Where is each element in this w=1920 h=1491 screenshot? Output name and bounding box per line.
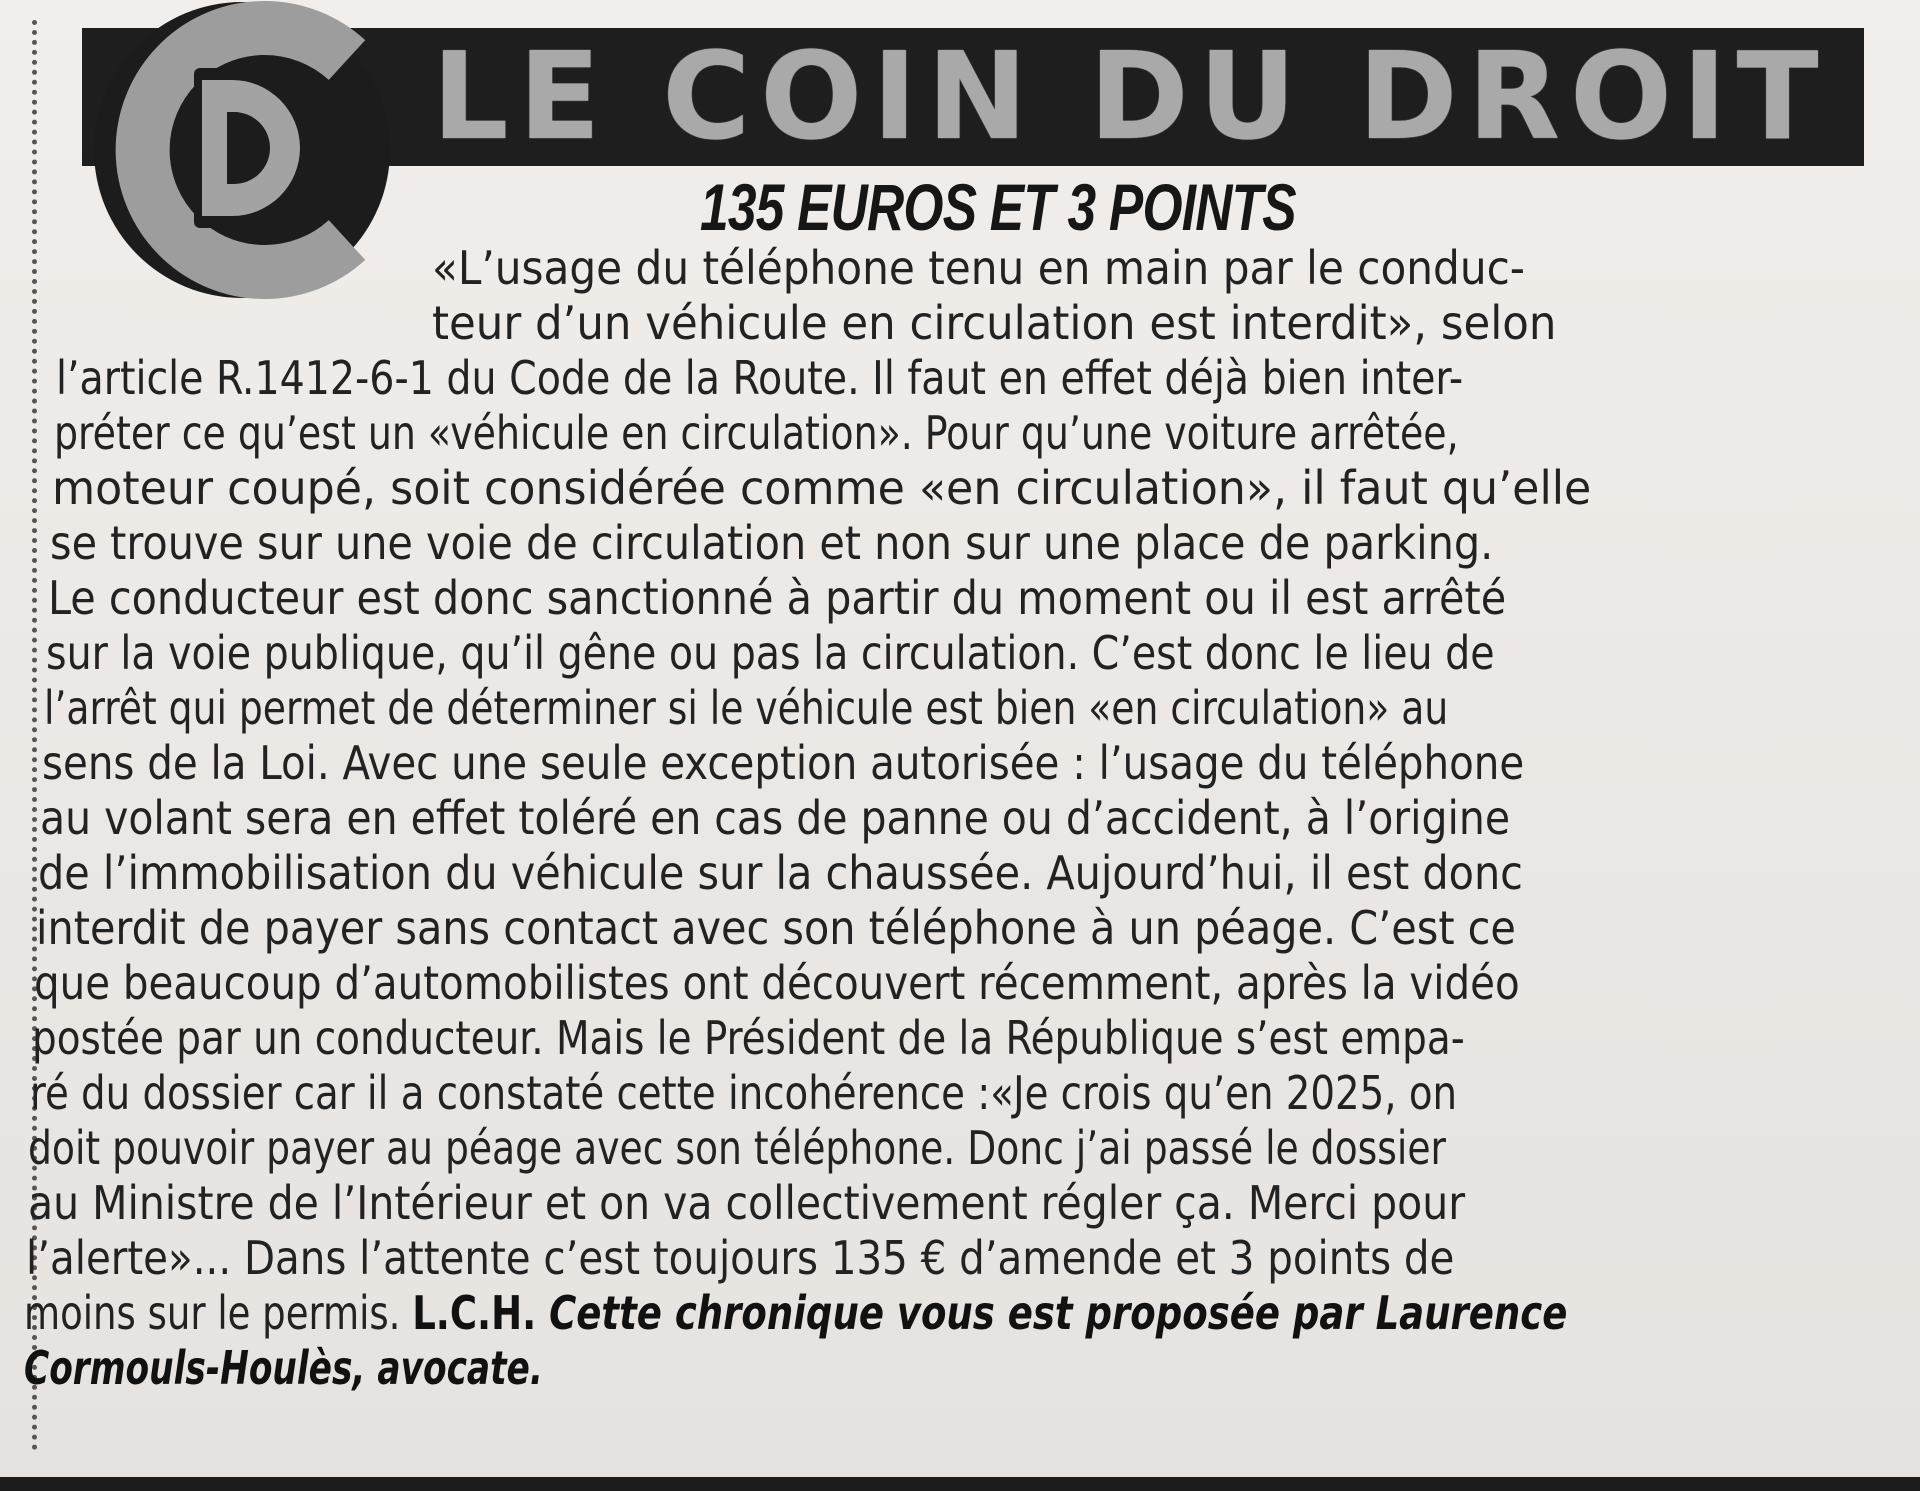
article-line: de l’immobilisation du véhicule sur la chaussée. Aujourd’hui, il est donc — [38, 846, 1523, 900]
article-line: l’article R.1412-6-1 du Code de la Route. Il faut en effet déjà bien inter- — [56, 351, 1464, 405]
article-line: au volant sera en effet toléré en cas de panne ou d’accident, à l’origine — [40, 791, 1511, 845]
article-line: postée par un conducteur. Mais le Président de la République s’est empa- — [32, 1011, 1465, 1065]
article-line: que beaucoup d’automobilistes ont découvert récemment, après la vidéo — [34, 956, 1520, 1010]
author-credit: Cette chronique vous est proposée par Laurence — [536, 1286, 1568, 1340]
article-line: doit pouvoir payer au péage avec son téléphone. Donc j’ai passé le dossier — [28, 1121, 1446, 1175]
author-initials: L.C.H. — [412, 1286, 537, 1340]
article-line: moteur coupé, soit considérée comme «en circulation», il faut qu’elle — [52, 461, 1592, 515]
author-credit-line: Cormouls-Houlès, avocate. — [24, 1341, 543, 1395]
article-line: interdit de payer sans contact avec son téléphone à un péage. C’est ce — [36, 901, 1516, 955]
article-line: Le conducteur est donc sanctionné à partir du moment ou il est arrêté — [48, 571, 1507, 625]
article-line: préter ce qu’est un «véhicule en circulation». Pour qu’une voiture arrêtée, — [54, 406, 1459, 460]
article-line — [24, 1285, 1567, 1341]
article-line: se trouve sur une voie de circulation et non sur une place de parking. — [50, 516, 1494, 570]
article-line: l’arrêt qui permet de déterminer si le véhicule est bien «en circulation» au — [44, 681, 1449, 735]
article-line: l’alerte»... Dans l’attente c’est toujours 135 € d’amende et 3 points de — [26, 1231, 1455, 1285]
article-line: ré du dossier car il a constaté cette incohérence :«Je crois qu’en 2025, on — [30, 1066, 1458, 1120]
article-body — [24, 240, 1894, 1475]
article-line: sens de la Loi. Avec une seule exception autorisée : l’usage du téléphone — [42, 736, 1525, 790]
article-line: au Ministre de l’Intérieur et on va collectivement régler ça. Merci pour — [28, 1176, 1466, 1230]
article-line: teur d’un véhicule en circulation est interdit», selon — [432, 296, 1557, 350]
article-headline: 135 EUROS ET 3 POINTS — [700, 170, 1296, 244]
section-title: LE COIN DU DROIT — [432, 28, 1829, 167]
article-line: «L’usage du téléphone tenu en main par le conduc- — [432, 241, 1526, 295]
bottom-border — [0, 1477, 1920, 1491]
article-text: moins sur le permis. — [24, 1286, 413, 1340]
article-line: sur la voie publique, qu’il gêne ou pas la circulation. C’est donc le lieu de — [46, 626, 1495, 680]
